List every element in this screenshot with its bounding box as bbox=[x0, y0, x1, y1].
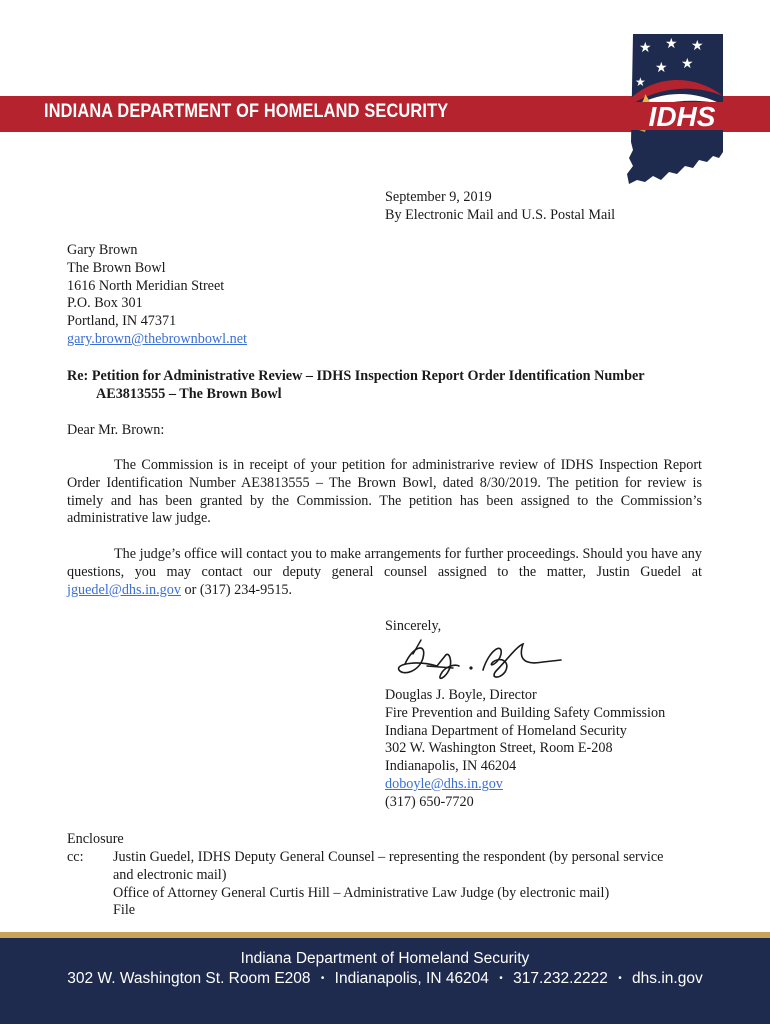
recipient-street: 1616 North Meridian Street bbox=[67, 277, 225, 294]
closing: Sincerely, bbox=[385, 618, 442, 634]
footer-phone: 317.232.2222 bbox=[513, 970, 608, 987]
recipient-business: The Brown Bowl bbox=[67, 259, 166, 276]
salutation: Dear Mr. Brown: bbox=[67, 422, 165, 438]
recipient-email-link[interactable]: gary.brown@thebrownbowl.net bbox=[67, 330, 247, 347]
cc-line: Justin Guedel, IDHS Deputy General Counsel – representing the respondent (by personal service bbox=[113, 849, 664, 865]
date-block bbox=[385, 189, 615, 225]
signer-commission: Fire Prevention and Building Safety Commission bbox=[385, 704, 666, 721]
delivery-method: By Electronic Mail and U.S. Postal Mail bbox=[385, 206, 616, 223]
subject-line-2: AE3813555 – The Brown Bowl bbox=[96, 385, 282, 402]
star-icon: ★ bbox=[639, 41, 652, 56]
signer-street: 302 W. Washington Street, Room E-208 bbox=[385, 740, 613, 757]
footer-separator: • bbox=[618, 973, 622, 984]
cc-line: File bbox=[113, 902, 136, 919]
signer-block bbox=[385, 687, 665, 812]
signature bbox=[393, 636, 563, 686]
star-icon: ★ bbox=[681, 57, 694, 72]
idhs-logo bbox=[615, 34, 745, 186]
recipient-name: Gary Brown bbox=[67, 242, 138, 258]
cc-line: and electronic mail) bbox=[113, 866, 227, 883]
paragraph-1: The Commission is in receipt of your petition for administrarive review of IDHS Inspection Report Order Identification Number AE3813555 – The Brown Bowl, dated 8/30/2019. The petition for review is timely and has been granted by the Commission. The petition has been assigned to the Commission’s administrative law judge. bbox=[67, 457, 702, 527]
footer-contact-line bbox=[0, 970, 770, 988]
subject-line bbox=[67, 368, 707, 404]
star-icon: ★ bbox=[635, 75, 646, 89]
star-icon: ★ bbox=[665, 37, 678, 52]
footer-city: Indianapolis, IN 46204 bbox=[334, 970, 489, 987]
star-icon: ★ bbox=[655, 61, 668, 76]
signer-name-title: Douglas J. Boyle, Director bbox=[385, 687, 537, 703]
footer-website[interactable]: dhs.in.gov bbox=[632, 970, 703, 987]
signer-city: Indianapolis, IN 46204 bbox=[385, 758, 517, 775]
counsel-email-link[interactable]: jguedel@dhs.in.gov bbox=[67, 581, 181, 598]
letter-date: September 9, 2019 bbox=[385, 189, 492, 205]
recipient-address bbox=[67, 242, 247, 349]
cc-line: Office of Attorney General Curtis Hill – Administrative Law Judge (by electronic mail) bbox=[113, 884, 610, 901]
enclosure-note: Enclosure bbox=[67, 831, 124, 847]
paragraph-2-phone: or (317) 234-9515. bbox=[180, 581, 293, 598]
signer-email-link[interactable]: doboyle@dhs.in.gov bbox=[385, 775, 503, 792]
footer-separator: • bbox=[320, 973, 325, 984]
logo-lettering: IDHS bbox=[648, 101, 716, 132]
paragraph-2-text: The judge’s office will contact you to make arrangements for further proceedings. Should you have any questions, you may contact our deputy general counsel assigned to the matter, Justin Guedel at bbox=[67, 546, 702, 580]
department-title: INDIANA DEPARTMENT OF HOMELAND SECURITY bbox=[44, 101, 449, 122]
signer-phone: (317) 650-7720 bbox=[385, 793, 474, 810]
footer-org-name: Indiana Department of Homeland Security bbox=[240, 950, 530, 967]
cc-label: cc: bbox=[67, 849, 84, 865]
star-icon: ★ bbox=[691, 39, 704, 54]
recipient-city: Portland, IN 47371 bbox=[67, 313, 177, 330]
footer-separator: • bbox=[499, 973, 503, 984]
paragraph-2 bbox=[67, 546, 702, 599]
footer-address: 302 W. Washington St. Room E208 bbox=[67, 970, 311, 987]
cc-list bbox=[113, 849, 713, 920]
recipient-po-box: P.O. Box 301 bbox=[67, 295, 143, 312]
footer bbox=[0, 938, 770, 1024]
subject-line-1: Re: Petition for Administrative Review – IDHS Inspection Report Order Identification Number bbox=[67, 368, 645, 384]
signer-department: Indiana Department of Homeland Security bbox=[385, 722, 627, 739]
